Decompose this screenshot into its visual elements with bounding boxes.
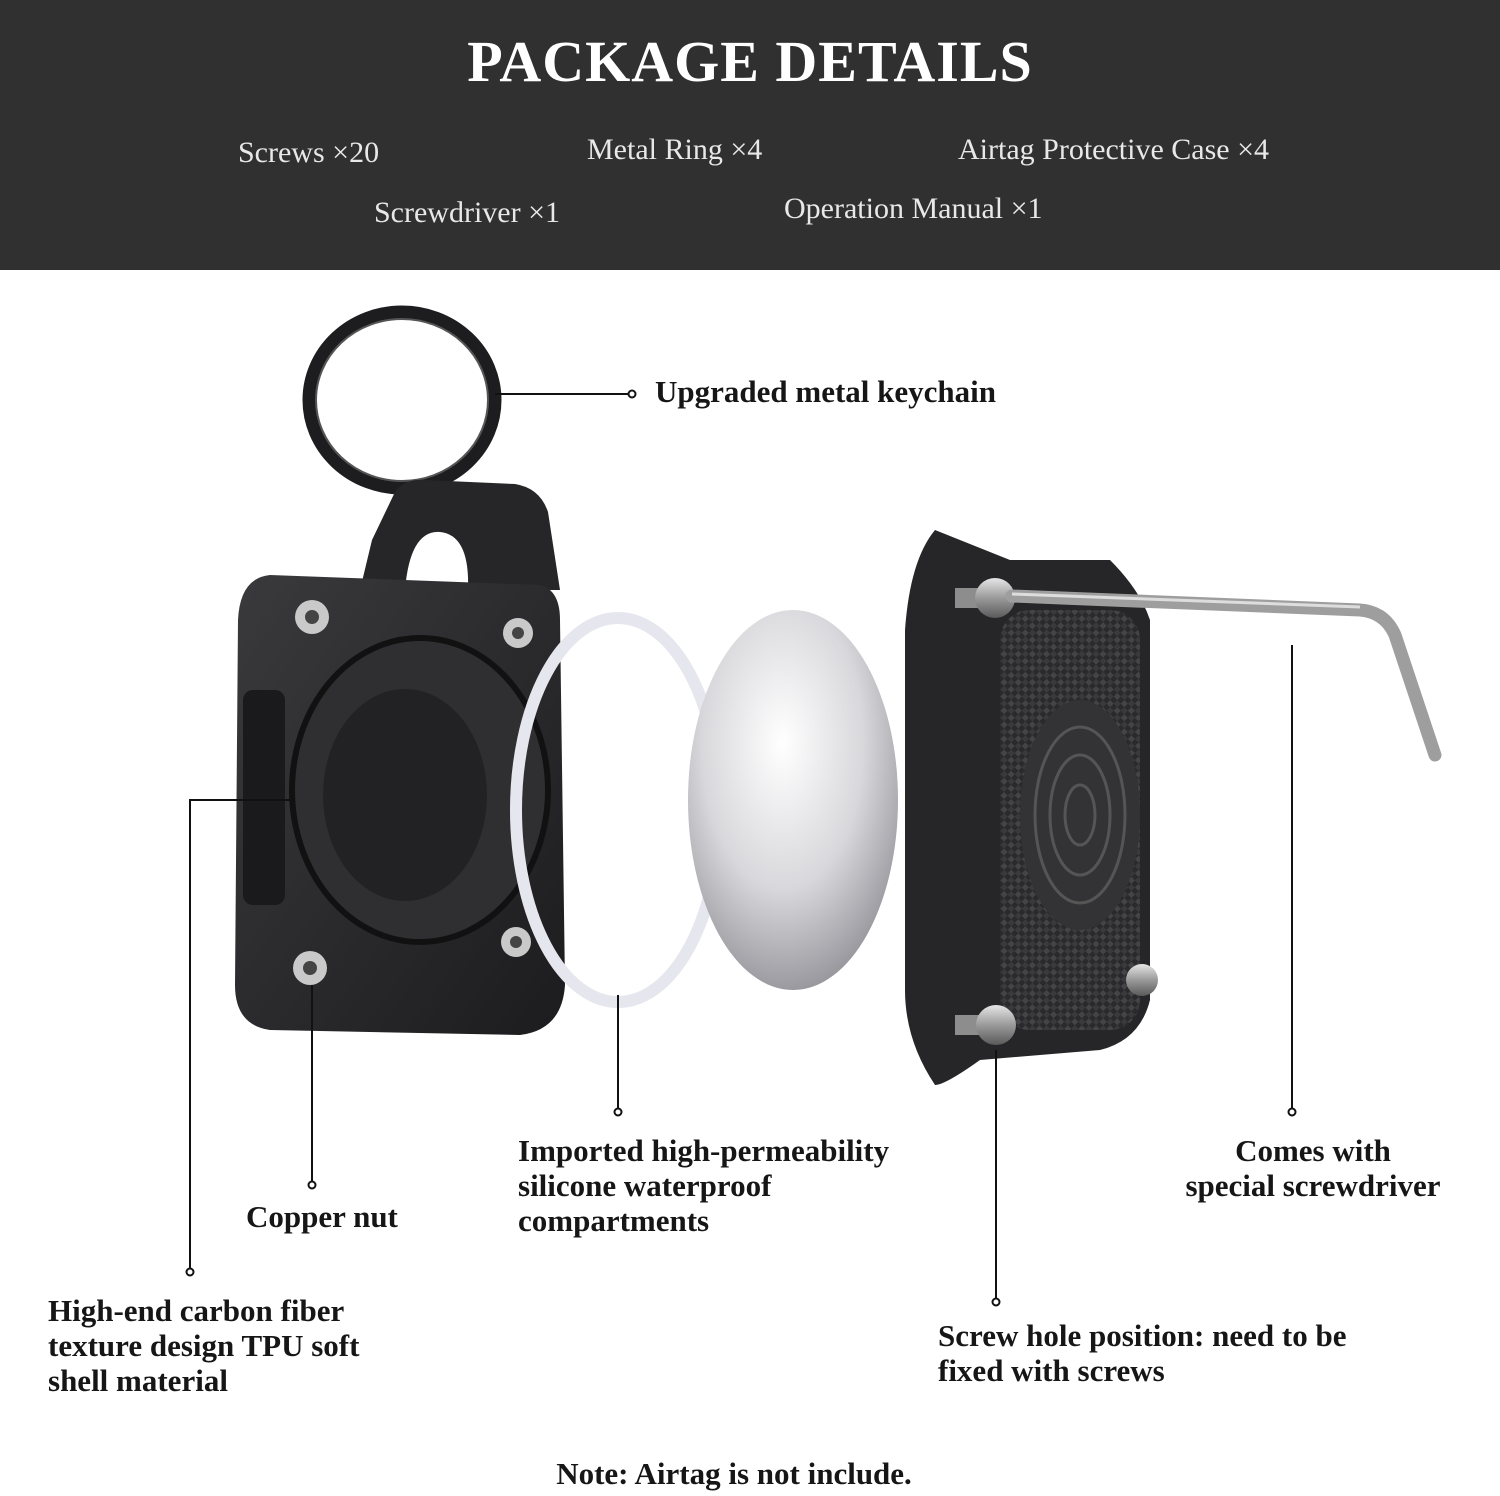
package-details-header	[0, 0, 1500, 270]
callout-special-screwdriver: Comes with special screwdriver	[1185, 1133, 1441, 1203]
package-item-screwdriver: Screwdriver ×1	[374, 196, 561, 229]
callout-carbon-fiber-shell: High-end carbon fiber texture design TPU soft shell material	[48, 1293, 360, 1398]
package-item-protective-case: Airtag Protective Case ×4	[958, 133, 1270, 166]
package-item-manual: Operation Manual ×1	[784, 192, 1043, 225]
airtag-dome	[688, 610, 898, 990]
note-airtag-not-included: Note: Airtag is not include.	[556, 1456, 912, 1491]
callout-keychain: Upgraded metal keychain	[655, 374, 996, 409]
metal-keyring	[309, 312, 495, 488]
package-item-screws: Screws ×20	[238, 136, 380, 169]
package-item-metal-ring: Metal Ring ×4	[587, 133, 763, 166]
protective-case-back	[905, 530, 1150, 1085]
callout-copper-nut: Copper nut	[246, 1199, 398, 1234]
callout-screw-hole: Screw hole position: need to be fixed with screws	[938, 1318, 1347, 1388]
page-title: PACKAGE DETAILS	[467, 29, 1033, 94]
callout-silicone-compartments: Imported high-permeability silicone waterproof compartments	[518, 1133, 890, 1238]
